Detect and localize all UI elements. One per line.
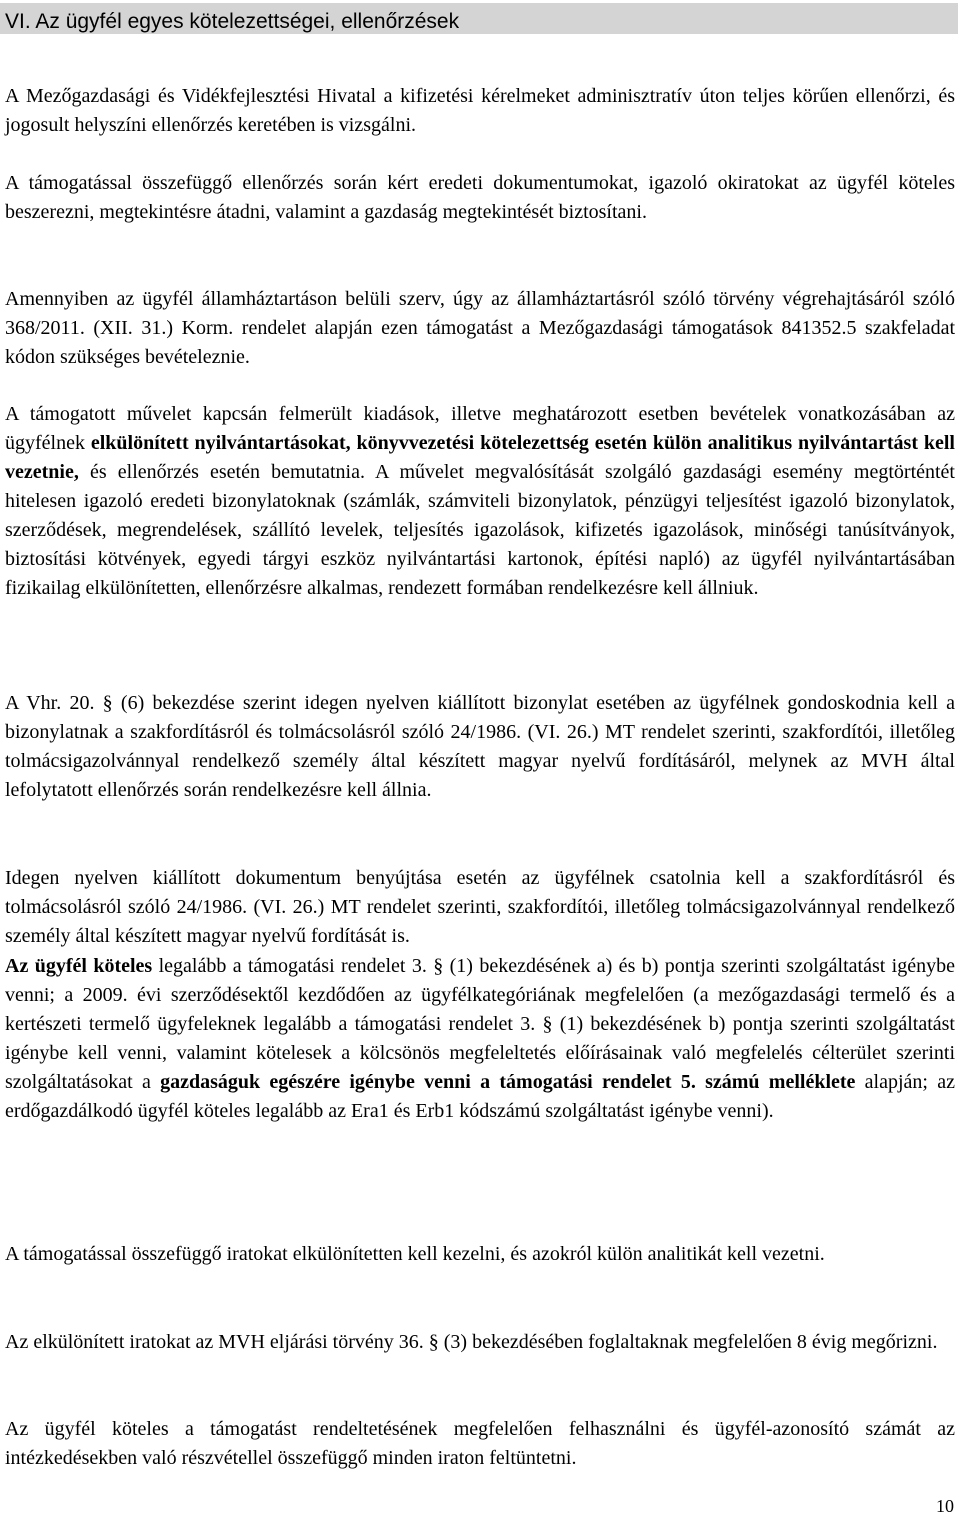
paragraph-mvh-verification: A Mezőgazdasági és Vidékfejlesztési Hivatal a kifizetési kérelmeket adminisztratív úton teljes körűen ellenőrzi, és jogosult helyszíni ellenőrzés keretében is vizsgálni. — [5, 85, 955, 136]
paragraph-separate-records — [5, 400, 955, 603]
paragraph-retention: Az elkülönített iratokat az MVH eljárási törvény 36. § (3) bekezdésében foglaltaknak megfelelően 8 évig megőrizni. — [5, 1331, 938, 1353]
text-span: alapján; az erdőgazdálkodó ügyfél köteles legalább az Era1 és Erb1 kódszámú szolgáltatást igénybe venni). — [5, 1071, 955, 1122]
page-number: 10 — [936, 1496, 954, 1516]
paragraph-public-finance-body: Amennyiben az ügyfél államháztartáson belüli szerv, úgy az államháztartásról szóló törvény végrehajtásáról szóló 368/2011. (XII. 31.) Korm. rendelet alapján ezen támogatást a Mezőgazdasági támogatások 841352.5 szakfeladat kódon szükséges bevételeznie. — [5, 288, 955, 368]
text-span: és ellenőrzés esetén bemutatnia. A művelet megvalósítását szolgáló gazdasági esemény megtörténtét hitelesen igazoló eredeti bizonylatoknak (számlák, számviteli bizonylatok, pénzügyi teljesítést igazoló bizonylatok, szerződések, megrendelések, szállító levelek, teljesítés igazolások, kifizetés igazolások, minőségi tanúsítványok, biztosítási kötvények, egyedi tárgyi eszköz nyilvántartási kartonok, építési napló) az ügyfél nyilvántartásában fizikailag elkülönítetten, ellenőrzésre alkalmas, rendezett formában rendelkezésre kell állniuk. — [5, 461, 955, 599]
paragraph-client-obligations — [5, 952, 955, 1126]
paragraph-separate-handling: A támogatással összefüggő iratokat elkülönítetten kell kezelni, és azokról külön analitikát kell vezetni. — [5, 1243, 825, 1265]
text-span: A támogatott művelet kapcsán felmerült kiadások, illetve meghatározott esetben bevételek vonatkozásában az ügyfélnek — [5, 403, 955, 454]
bold-text: elkülönített nyilvántartásokat, könyvvezetési kötelezettség esetén külön analitikus nyilvántartást kell vezetnie, — [5, 432, 955, 483]
paragraph-document-inspection: A támogatással összefüggő ellenőrzés során kért eredeti dokumentumokat, igazoló okiratokat az ügyfél köteles beszerezni, megtekintésre átadni, valamint a gazdaság megtekintését biztosítani. — [5, 172, 955, 223]
paragraph-foreign-documents: Idegen nyelven kiállított dokumentum benyújtása esetén az ügyfélnek csatolnia kell a szakfordításról és tolmácsolásról szóló 24/1986. (VI. 26.) MT rendelet szerinti, szakfordítói, illetőleg tolmácsigazolvánnyal rendelkező személy által készített magyar nyelvű fordítását is. — [5, 867, 955, 947]
bold-text: gazdaságuk egészére igénybe venni a támogatási rendelet 5. számú melléklete — [160, 1071, 856, 1093]
paragraph-client-id: Az ügyfél köteles a támogatást rendeltetésének megfelelően felhasználni és ügyfél-azonosító számát az intézkedésekben való részvétellel összefüggő minden iraton feltüntetni. — [5, 1418, 955, 1469]
section-heading-bar — [0, 3, 958, 34]
bold-text: Az ügyfél köteles — [5, 955, 153, 977]
section-heading: VI. Az ügyfél egyes kötelezettségei, ellenőrzések — [5, 10, 460, 33]
paragraph-foreign-receipts: A Vhr. 20. § (6) bekezdése szerint idegen nyelven kiállított bizonylat esetében az ügyfélnek gondoskodnia kell a bizonylatnak a szakfordításról és tolmácsolásról szóló 24/1986. (VI. 26.) MT rendelet szerinti, szakfordítói, illetőleg tolmácsigazolvánnyal rendelkező személy által készített magyar nyelvű fordításáról, melynek az MVH által lefolytatott ellenőrzés során rendelkezésre kell állnia. — [5, 692, 955, 801]
text-span: legalább a támogatási rendelet 3. § (1) bekezdésének a) és b) pontja szerinti szolgáltatást igénybe venni; a 2009. évi szerződésektől kezdődően az ügyfélkategóriának megfelelően (a mezőgazdasági termelő és a kertészeti termelő ügyfeleknek legalább a támogatási rendelet 3. § (1) bekezdésének b) pontja szerinti szolgáltatást igénybe kell venni, valamint kötelesek a kölcsönös megfeleltetés előírásainak való megfelelés célterület szerinti szolgáltatásokat a — [5, 955, 955, 1093]
